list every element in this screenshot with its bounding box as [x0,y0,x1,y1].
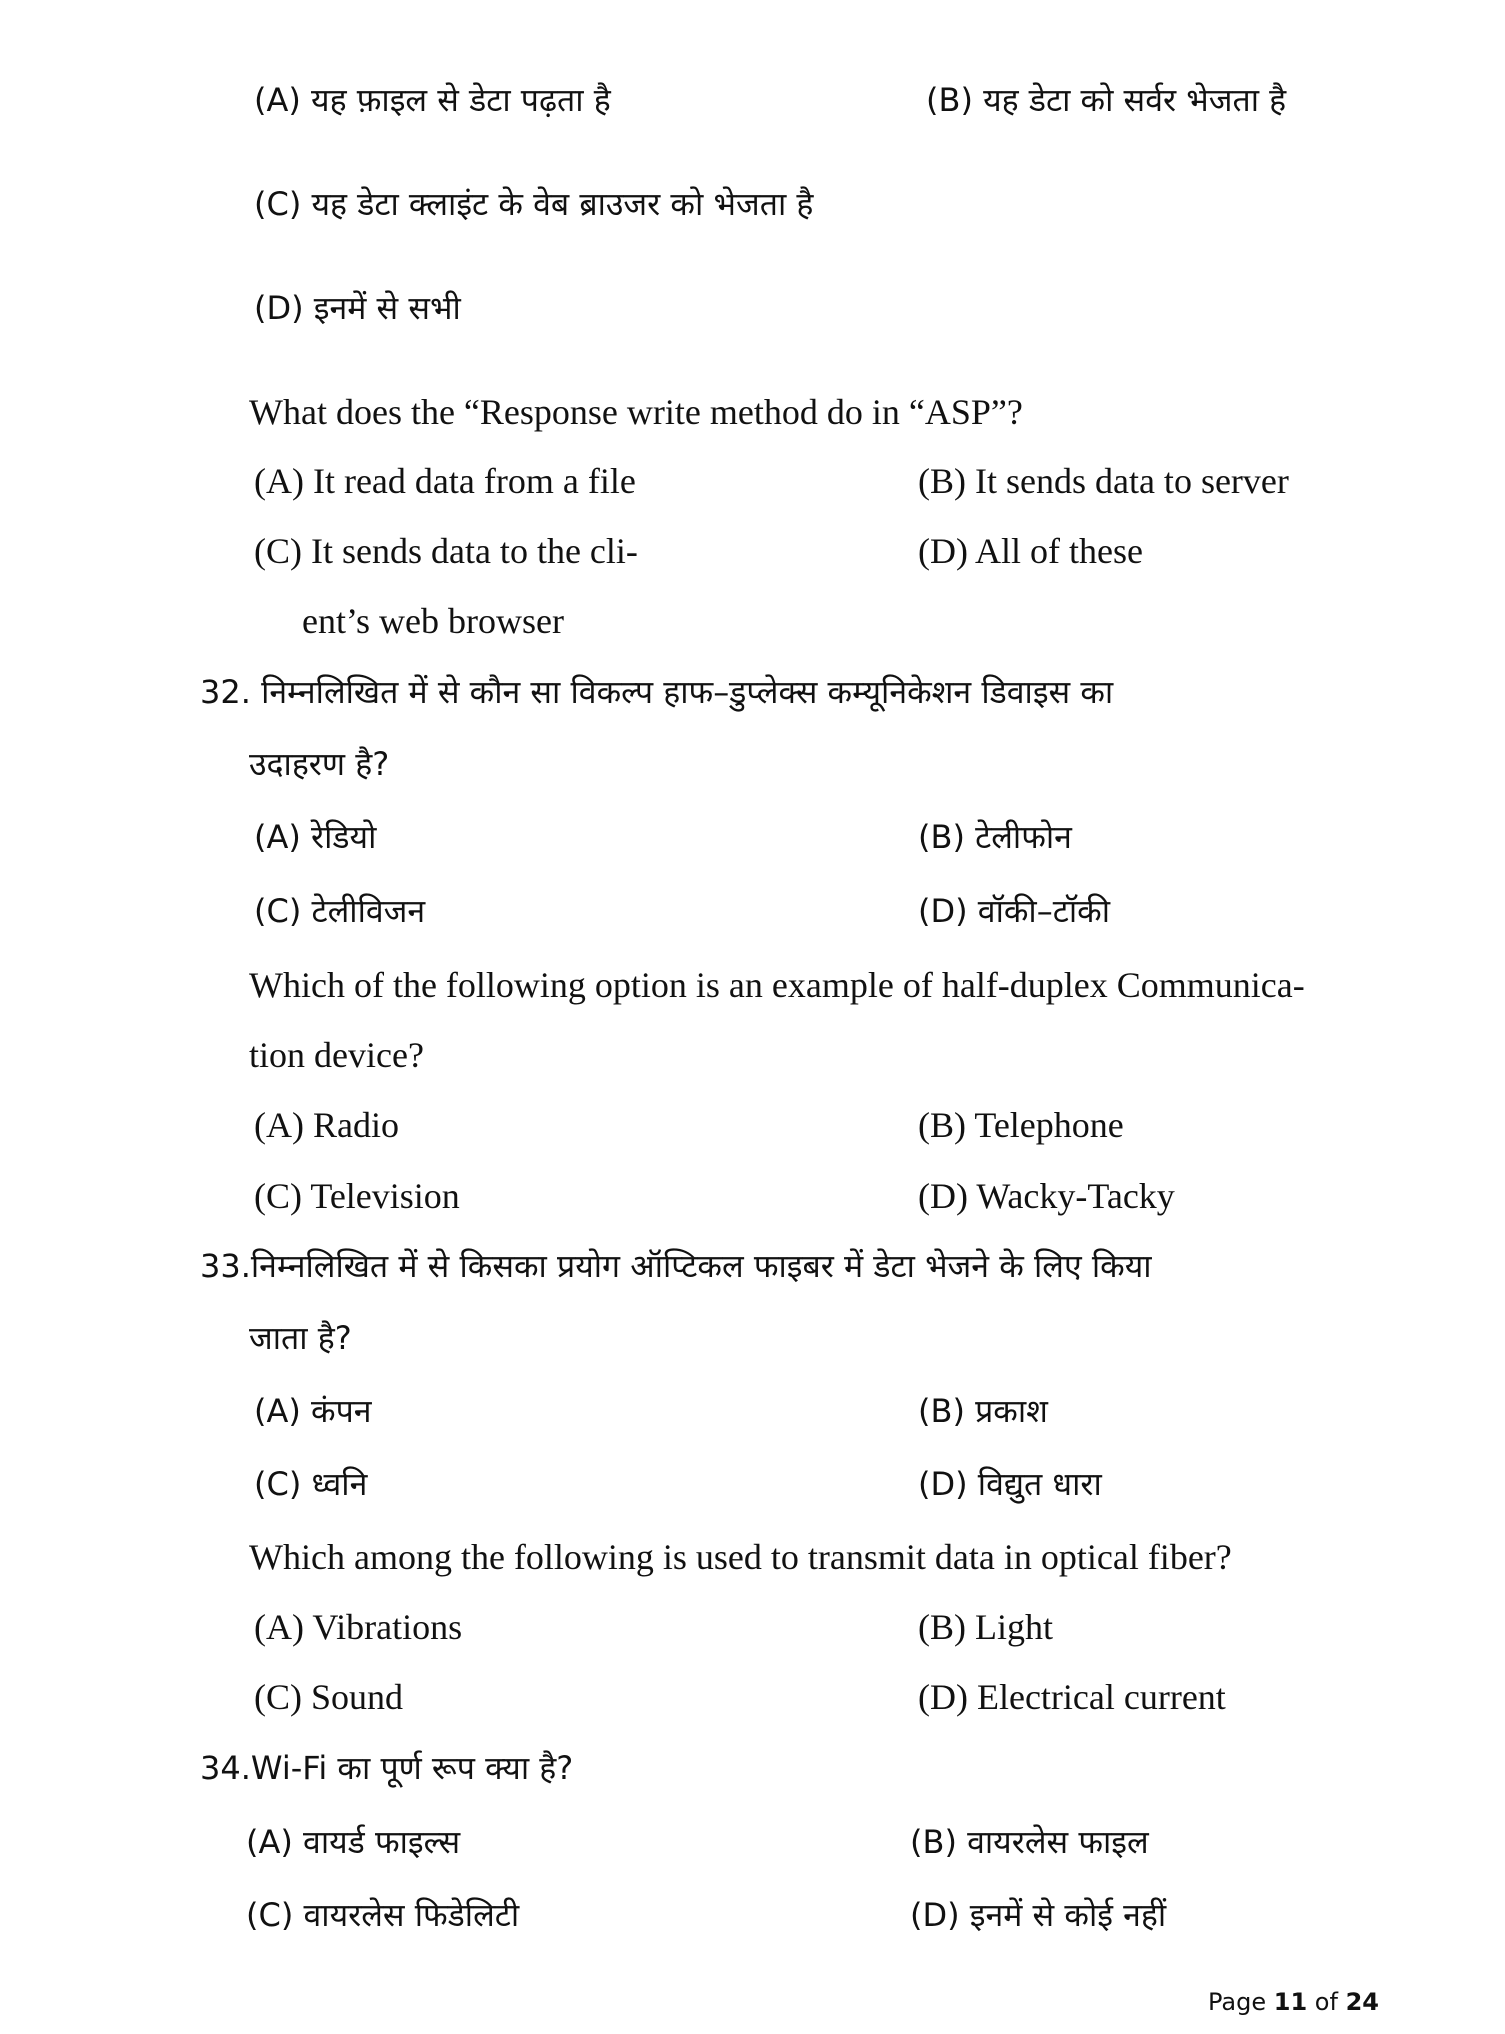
q31-option-c-hindi: (C) यह डेटा क्लाइंट के वेब ब्राउजर को भेजता है [254,185,814,223]
q33-option-a-hindi: (A) कंपन [254,1392,372,1430]
q32-option-d-hindi: (D) वॉकी–टॉकी [918,892,1111,930]
page-label: Page [1208,1988,1267,2016]
q33-option-b-hindi: (B) प्रकाश [918,1392,1048,1430]
q32-question-english-cont: tion device? [249,1035,424,1075]
q32-option-d-english: (D) Wacky-Tacky [918,1176,1175,1216]
q31-option-a-hindi: (A) यह फ़ाइल से डेटा पढ़ता है [254,81,611,119]
q32-question-hindi-cont: उदाहरण है? [249,745,390,783]
q32-option-c-english: (C) Television [254,1176,460,1216]
q34-option-a-hindi: (A) वायर्ड फाइल्स [246,1823,461,1861]
q33-option-d-hindi: (D) विद्युत धारा [918,1465,1102,1503]
q31-option-c-english: (C) It sends data to the cli- [254,531,638,571]
q33-question-hindi-cont: जाता है? [249,1319,352,1357]
q33-option-b-english: (B) Light [918,1607,1053,1647]
q31-question-english: What does the “Response write method do in “ASP”? [249,392,1023,432]
page-number-footer [1208,1988,1379,2016]
q31-option-d-hindi: (D) इनमें से सभी [254,289,461,327]
of-label: of [1314,1988,1338,2016]
q31-option-a-english: (A) It read data from a file [254,461,636,501]
q34-option-c-hindi: (C) वायरलेस फिडेलिटी [246,1896,520,1934]
q32-option-a-english: (A) Radio [254,1105,399,1145]
q33-option-c-english: (C) Sound [254,1677,404,1717]
q34-option-d-hindi: (D) इनमें से कोई नहीं [910,1896,1167,1934]
q31-option-b-hindi: (B) यह डेटा को सर्वर भेजता है [926,81,1287,119]
q31-option-c-english-cont: ent’s web browser [302,601,564,641]
q32-option-b-english: (B) Telephone [918,1105,1124,1145]
q33-question-english: Which among the following is used to transmit data in optical fiber? [249,1537,1232,1577]
q32-option-a-hindi: (A) रेडियो [254,818,377,856]
q33-option-d-english: (D) Electrical current [918,1677,1226,1717]
q32-question-hindi: 32. निम्नलिखित में से कौन सा विकल्प हाफ–डुप्लेक्स कम्यूनिकेशन डिवाइस का [200,673,1114,711]
q33-question-hindi: 33.निम्नलिखित में से किसका प्रयोग ऑप्टिकल फाइबर में डेटा भेजने के लिए किया [200,1247,1152,1285]
q31-option-b-english: (B) It sends data to server [918,461,1289,501]
q33-option-c-hindi: (C) ध्वनि [254,1465,368,1503]
q34-option-b-hindi: (B) वायरलेस फाइल [910,1823,1149,1861]
q32-option-c-hindi: (C) टेलीविजन [254,892,426,930]
total-pages-number: 24 [1345,1988,1379,2016]
current-page-number: 11 [1273,1988,1308,2016]
q32-option-b-hindi: (B) टेलीफोन [918,818,1072,856]
q32-question-english: Which of the following option is an example of half-duplex Communica- [249,965,1305,1005]
q34-question-hindi: 34.Wi-Fi का पूर्ण रूप क्या है? [200,1749,574,1787]
q31-option-d-english: (D) All of these [918,531,1143,571]
q33-option-a-english: (A) Vibrations [254,1607,463,1647]
